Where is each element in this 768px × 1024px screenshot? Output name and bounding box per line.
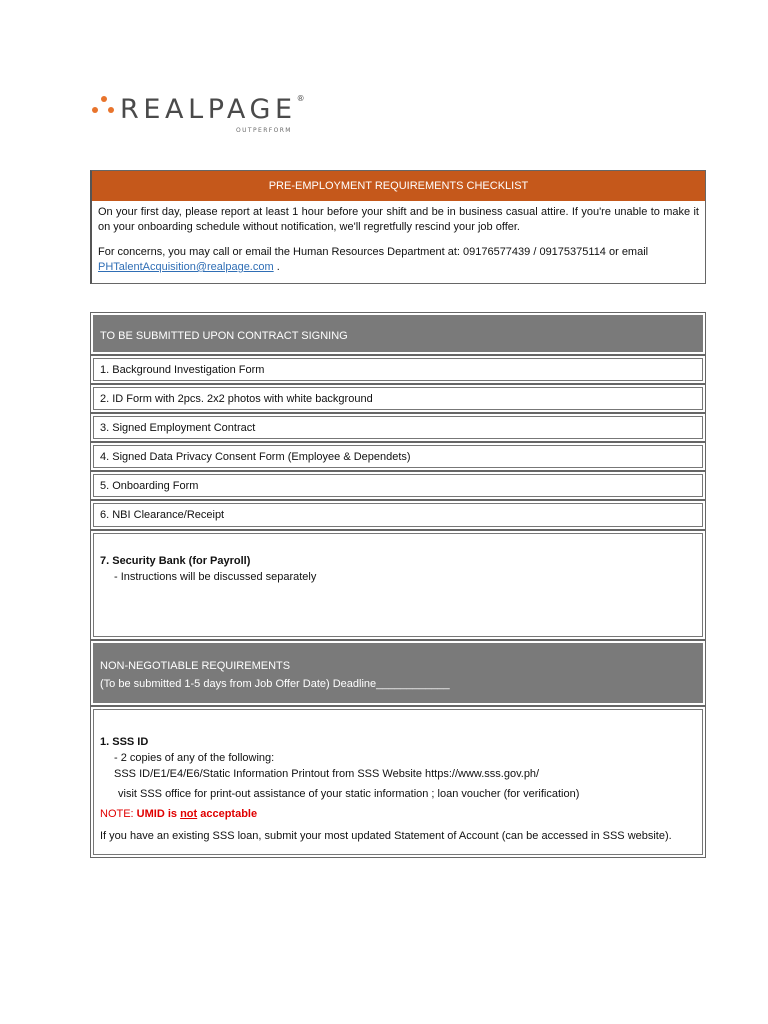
logo-tagline: OUTPERFORM: [236, 127, 292, 134]
list-item: [90, 413, 706, 442]
contract-header-text: TO BE SUBMITTED UPON CONTRACT SIGNING: [100, 330, 348, 342]
item-text: 4. Signed Data Privacy Consent Form (Employee & Dependets): [100, 450, 411, 463]
sss-id-item: [90, 706, 706, 858]
list-item: [90, 355, 706, 384]
security-bank-note: - Instructions will be discussed separately: [114, 571, 317, 583]
non-negotiable-title: NON-NEGOTIABLE REQUIREMENTS: [100, 660, 291, 672]
checklist-body: [92, 201, 705, 275]
security-bank-title: 7. Security Bank (for Payroll): [100, 555, 251, 567]
logo-wordmark: REALPAGE®: [120, 94, 305, 125]
deadline-text: (To be submitted 1-5 days from Job Offer Date) Deadline____________: [100, 678, 450, 690]
hr-email-link[interactable]: PHTalentAcquisition@realpage.com: [98, 261, 274, 273]
checklist-title: PRE-EMPLOYMENT REQUIREMENTS CHECKLIST: [92, 171, 705, 201]
list-item: [90, 471, 706, 500]
umid-note: NOTE: UMID is not acceptable: [100, 808, 258, 820]
logo-dots-icon: [88, 92, 118, 122]
sss-title: 1. SSS ID: [100, 736, 149, 748]
item-text: 2. ID Form with 2pcs. 2x2 photos with white background: [100, 392, 373, 405]
realpage-logo: [88, 92, 318, 142]
list-item: [90, 384, 706, 413]
sss-loan-line: If you have an existing SSS loan, submit your most updated Statement of Account (can be accessed in SSS website).: [100, 830, 672, 842]
non-negotiable-header: [90, 640, 706, 706]
item-text: 3. Signed Employment Contract: [100, 421, 256, 434]
checklist-box: [90, 170, 706, 284]
sss-documents-line: SSS ID/E1/E4/E6/Static Information Printout from SSS Website https://www.sss.gov.ph/: [114, 768, 540, 780]
list-item: [90, 442, 706, 471]
concerns-paragraph: For concerns, you may call or email the Human Resources Department at: 09176577439 / 09175375114 or email PHTalentAcquisition@realpage.com .: [98, 246, 649, 273]
item-text: 5. Onboarding Form: [100, 479, 199, 492]
sss-office-line: visit SSS office for print-out assistance of your static information ; loan voucher (for verification): [118, 788, 580, 800]
first-day-paragraph: On your first day, please report at least 1 hour before your shift and be in business casual attire. If you're unable to make it on your onboarding schedule without notification, we'll regretfully rescind your job offer.: [98, 206, 699, 233]
list-item: [90, 500, 706, 530]
contract-section-header: [90, 312, 706, 355]
security-bank-item: [90, 530, 706, 640]
sss-copies-line: - 2 copies of any of the following:: [114, 752, 275, 764]
item-text: 1. Background Investigation Form: [100, 363, 265, 376]
item-text: 6. NBI Clearance/Receipt: [100, 509, 225, 521]
